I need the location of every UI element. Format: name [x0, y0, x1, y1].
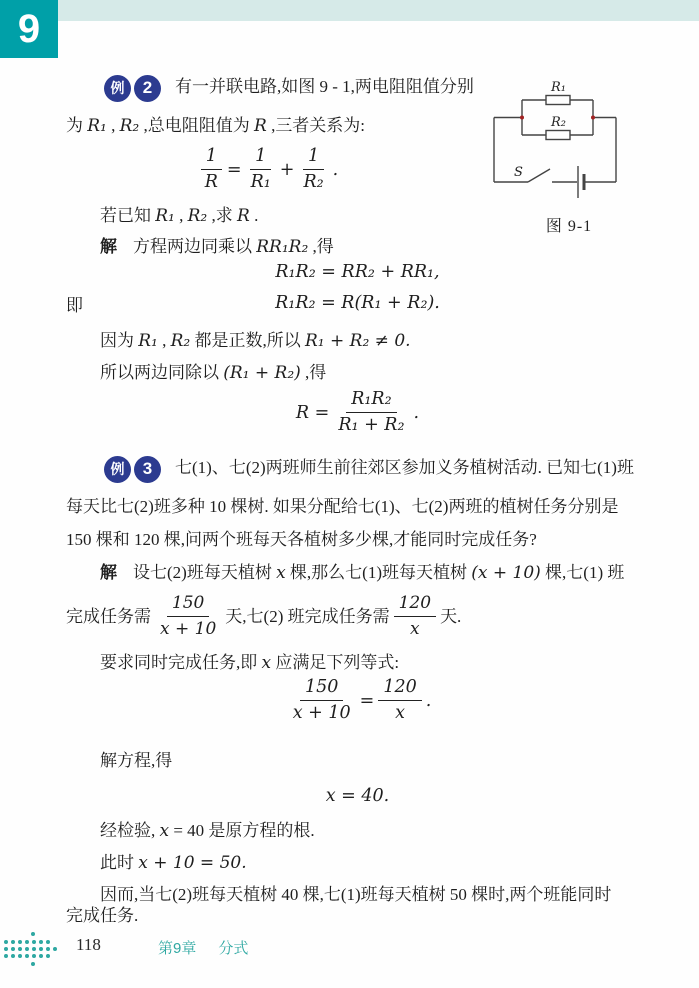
page-number: 118: [76, 935, 101, 954]
circuit-figure: [488, 78, 650, 236]
footer-dots-arrow-icon: [4, 930, 68, 968]
ex2-intro-text-1: 有一并联电路,如图 9 - 1,两电阻阻值分别: [175, 77, 474, 96]
ex2-eq-factored: R₁R₂ = R(R₁ + R₂).: [275, 293, 440, 313]
ex3-eq-solution: x = 40.: [325, 786, 390, 806]
footer-chapter-label: 第9章: [158, 940, 197, 957]
ex2-solution-text: 方程两边同乘以 RR₁R₂ ,得: [133, 237, 334, 257]
ex3-conclusion-line-2: 完成任务.: [66, 906, 139, 925]
circuit-diagram: [488, 78, 650, 204]
ex3-check-line: 经检验, x = 40 是原方程的根.: [100, 821, 315, 841]
ex3-intro-text-1: 七(1)、七(2)两班师生前往郊区参加义务植树活动. 已知七(1)班: [175, 458, 634, 477]
ex3-solution-line-2: 完成任务需 $\frac{150}{x + 10}$ 天,七(2) 班完成任务需 $\frac{120}{x}$ 天.: [66, 593, 462, 639]
ex2-eq-result: R = $\frac{\text{R₁R₂}}{\text{R₁ + R₂}}$ .: [295, 389, 420, 435]
figure-caption: 图 9-1: [545, 218, 593, 235]
solution-label: 解: [100, 237, 117, 256]
resistor2-label: R₂: [551, 115, 566, 130]
solution-label: 解: [100, 563, 117, 582]
example2-badge: [104, 75, 161, 102]
ex3-intro-line-2: 每天比七(2)班多种 10 棵树. 如果分配给七(1)、七(2)两班的植树任务分别是: [66, 497, 619, 516]
example-badge-number: 3: [134, 456, 161, 483]
example-badge-text: 例: [104, 456, 131, 483]
ex3-intro-line-3: 150 棵和 120 棵,问两个班每天各植树多少棵,才能同时完成任务?: [66, 530, 537, 549]
ex3-require-line: 要求同时完成任务,即 x 应满足下列等式:: [100, 653, 400, 673]
ex2-therefore-line: 所以两边同除以 (R₁ + R₂) ,得: [100, 363, 327, 383]
ex3-intro-line-1: [104, 455, 634, 483]
resistor1-label: R₁: [551, 80, 566, 95]
ex2-eq-reciprocal: $\frac{1}{R}$ = $\frac{1}{\text{R₁}}$ + $\frac{1}{\text{R₂}}$ .: [66, 145, 468, 194]
example-badge-number: 2: [134, 75, 161, 102]
footer-chapter: [158, 937, 248, 958]
ex2-given-line: 若已知 R₁ , R₂ ,求 R .: [100, 206, 259, 226]
ex2-intro-line-2: 为 R₁ , R₂ ,总电阻阻值为 R ,三者关系为:: [66, 116, 366, 136]
example-badge-text: 例: [104, 75, 131, 102]
ex3-solution-text-1: 设七(2)班每天植树 x 棵,那么七(1)班每天植树 (x + 10) 棵,七(1) 班: [133, 563, 625, 583]
page-footer: [0, 930, 699, 970]
ex3-solution-line-1: [100, 560, 624, 586]
ex3-then-line: 此时 x + 10 = 50.: [100, 853, 247, 873]
ex2-solution-line: [100, 234, 334, 260]
chapter-number: 9: [17, 6, 41, 51]
ex2-connective: 即: [66, 296, 83, 315]
ex3-conclusion-line-1: 因而,当七(2)班每天植树 40 棵,七(1)班每天植树 50 棵时,两个班能同时: [100, 885, 612, 904]
example3-badge: [104, 456, 161, 483]
chapter-number-box: [0, 0, 58, 58]
footer-section-label: 分式: [218, 940, 249, 957]
ex3-solve-line: 解方程,得: [100, 751, 173, 770]
ex2-eq-expanded: R₁R₂ = RR₂ + RR₁,: [275, 262, 440, 282]
switch-label: S: [514, 165, 523, 180]
ex2-intro-line-1: [104, 74, 474, 102]
junction-dot-right: [591, 116, 595, 120]
ex3-eq-main: $\frac{150}{x + 10}$ = $\frac{120}{x}$ .: [292, 677, 432, 723]
junction-dot-left: [520, 116, 524, 120]
header-accent-bar: [58, 0, 699, 21]
ex2-because-line: 因为 R₁ , R₂ 都是正数,所以 R₁ + R₂ ≠ 0.: [100, 331, 411, 351]
